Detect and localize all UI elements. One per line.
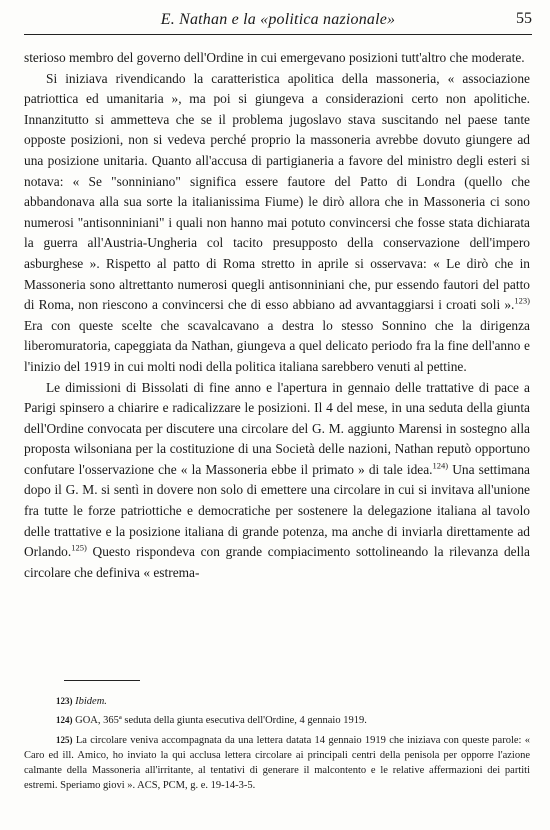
- text-segment: Una settimana dopo il G. M. si sentì in dovere non solo di emettere una circolare in cui si invitava all'unione fra tutte le forze patriottiche e democratiche per sostenere la delegazione italiana al tavolo delle trattative e la posizione italiana di grande potenza, ma anche di inviarla direttamente ad Orlando.: [24, 461, 530, 560]
- footnote-text: GOA, 365ª seduta della giunta esecutiva dell'Ordine, 4 gennaio 1919.: [75, 715, 367, 726]
- footnote: [24, 733, 530, 793]
- footnote-divider: [64, 680, 140, 681]
- footnote-italic: Ibidem.: [75, 696, 107, 707]
- paragraph: [24, 69, 530, 378]
- footnote-ref: 123): [514, 295, 530, 306]
- running-title: E. Nathan e la «politica nazionale»: [160, 11, 396, 28]
- paragraph: [24, 378, 530, 584]
- text-segment: Si iniziava rivendicando la caratteristica apolitica della massoneria, « associazione patriottica ed umanitaria », ma poi si giungeva a considerazioni certo non apolitiche. Innanzitutto si ammetteva che se il problema jugoslavo stava suscitando nel paese tante opposte posizioni, non si vedeva perché proprio la massoneria avrebbe dovuto giungere ad una posizione unitaria. Quanto all'accusa di partigianeria a favore del ministro degli esteri si notava: « Se "sonniniano" significa essere fautore del Patto di Londra (quello che abbandonava alla sua sorte la italianissima Fiume) le dirò allora che in Massoneria ci sono numerosi "antisonniniani" i quali non hanno mai potuto convincersi che fosse stata dichiarata la guerra all'Austria-Ungheria col tacito presupposto della conservazione dell'impero asburghese ». Rispetto al patto di Roma stretto in aprile si osservava: « Le dirò che in Massoneria sono altrettanto numerosi quegli antisonniniani che, pur essendo fautori del patto di Roma, non riescono a convincersi che di esso abbiano ad avvantaggiarsi i croati soli ».: [24, 70, 530, 313]
- footnote: [24, 713, 530, 728]
- paragraph-continuation: [24, 48, 530, 69]
- footnote: [24, 694, 530, 709]
- footnote-ref: 124): [432, 460, 449, 471]
- text-segment: Le dimissioni di Bissolati di fine anno e l'apertura in gennaio delle trattative di pace a Parigi spinsero a chiarire e radicalizzare le posizioni. Il 4 del mese, in una seduta della giunta dell'Ordine convocata per discutere una circolare del G. M. aggiunto Marensi in sostegno alla proposta wilsoniana per la costituzione di una Società delle nazioni, Nathan reputò opportuno confutare l'osservazione che « la Massoneria ebbe il primato » di tale idea.: [24, 379, 530, 477]
- text-segment: Questo rispondeva con grande compiacimento sottolineando la rilevanza della circolare che definiva « estrema-: [24, 544, 530, 580]
- footnote-text: La circolare veniva accompagnata da una lettera datata 14 gennaio 1919 che iniziava con queste parole: « Caro ed ill. Amico, ho inviato la qui acclusa lettera circolare ai principali centri della penisola per opporre l'azione calmante della Massoneria all'irritante, al tentativi di generare il malcontento e le relative affermazioni dei partiti estremi. Speriamo giovi ». ACS, PCM, g. e. 19-14-3-5.: [24, 735, 531, 791]
- text-segment: Era con queste scelte che scavalcavano a destra lo stesso Sonnino che la dirigenza liberomuratoria, capeggiata da Nathan, giungeva a quel delicato periodo fra la fine dell'anno e l'inizio del 1919 in cui molti nodi della politica italiana sarebbero venuti al pettine.: [24, 317, 530, 374]
- page-number: 55: [516, 10, 532, 27]
- footnote-ref: 125): [71, 542, 87, 553]
- body-text: [24, 48, 530, 583]
- footnote-number: 125): [56, 735, 73, 745]
- text-segment: sterioso membro del governo dell'Ordine in cui emergevano posizioni tutt'altro che moderate.: [24, 50, 525, 65]
- footnotes: [24, 694, 530, 797]
- footnote-number: 124): [56, 715, 73, 725]
- running-header: [24, 8, 532, 35]
- footnote-number: 123): [56, 696, 73, 706]
